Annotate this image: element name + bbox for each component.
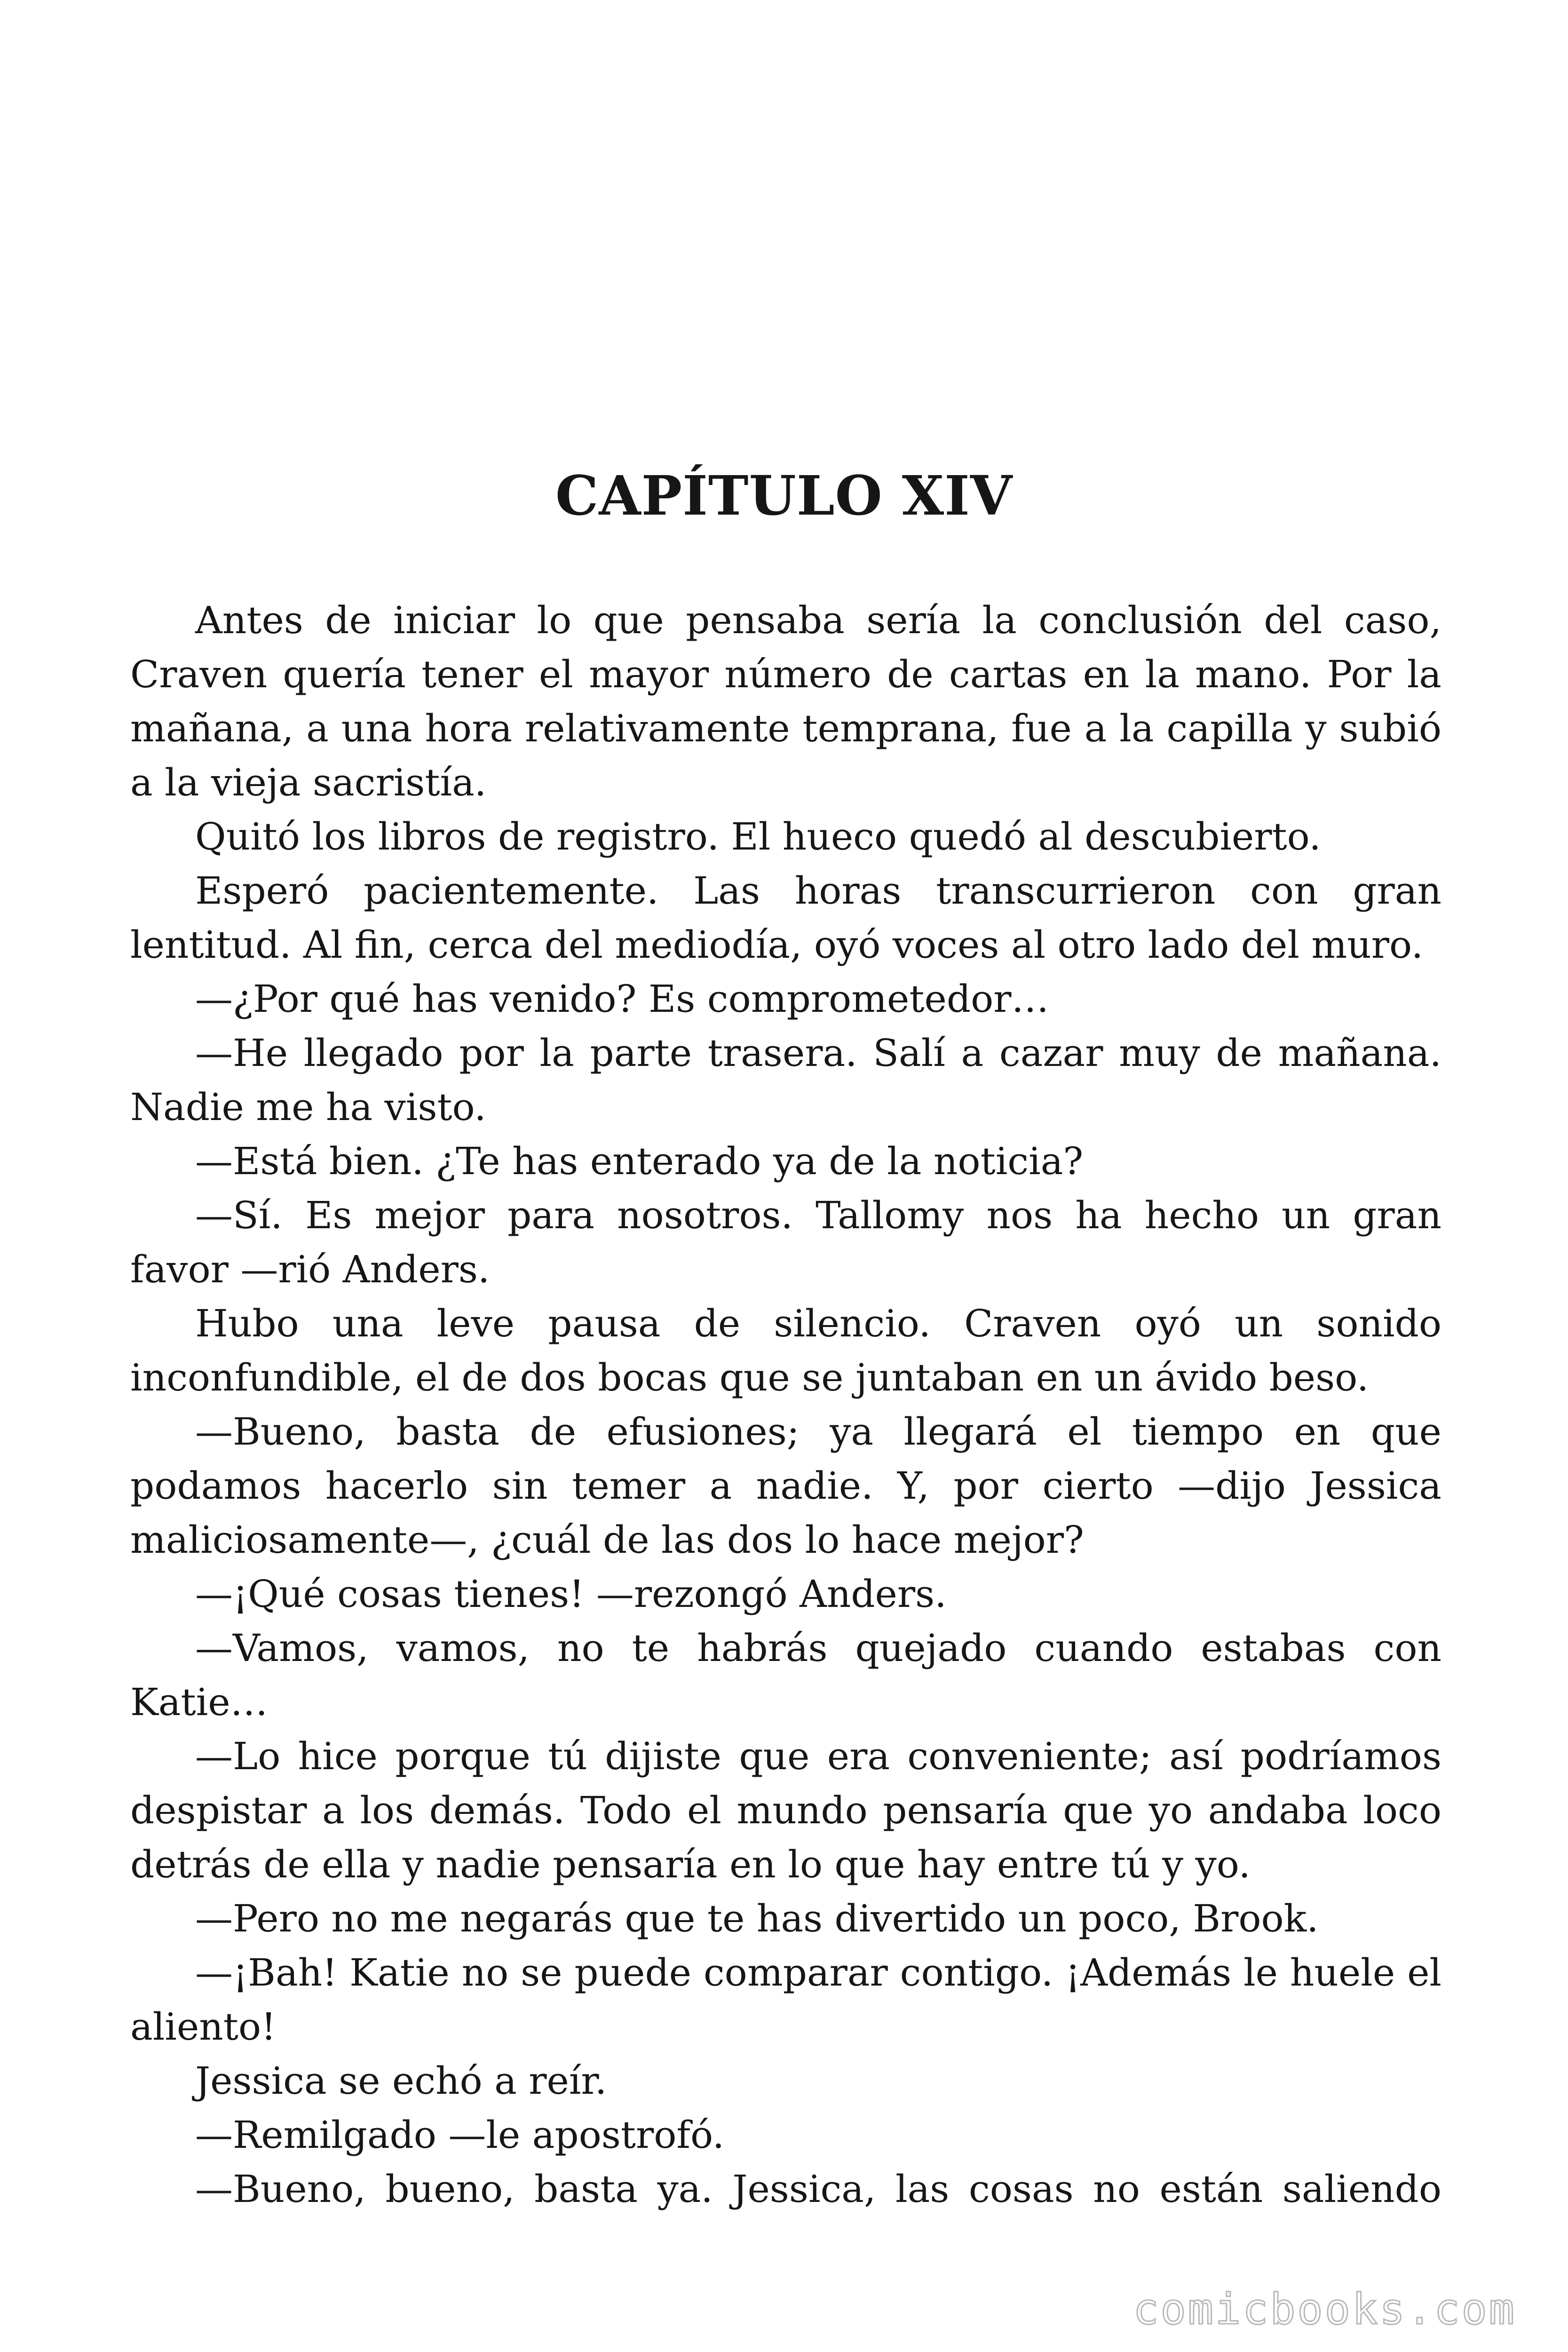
paragraph: —Lo hice porque tú dijiste que era conveniente; así podríamos despistar a los demás. Todo el mundo pensaría que yo andaba loco detrás de ella y nadie pensaría en lo que hay entre tú y yo. — [130, 1734, 1441, 1886]
paragraph: —Remilgado —le apostrofó. — [195, 2113, 725, 2157]
paragraph: —Bueno, basta de efusiones; ya llegará el tiempo en que podamos hacerlo sin temer a nadie. Y, por cierto —dijo Jessica maliciosamente—, ¿cuál de las dos lo hace mejor? — [130, 1410, 1441, 1562]
paragraph: Esperó pacientemente. Las horas transcurrieron con gran lentitud. Al fin, cerca del mediodía, oyó voces al otro lado del muro. — [130, 869, 1441, 967]
paragraph: Antes de iniciar lo que pensaba sería la conclusión del caso, Craven quería tener el mayor número de cartas en la mano. Por la mañana, a una hora relativamente temprana, fue a la capilla y subió a la vieja sacristía. — [130, 598, 1441, 804]
paragraph: —Bueno, bueno, basta ya. Jessica, las cosas no están saliendo — [195, 2167, 1441, 2211]
paragraph: —¿Por qué has venido? Es comprometedor… — [195, 977, 1049, 1021]
chapter-title: CAPÍTULO XIV — [555, 464, 1013, 528]
paragraph: —He llegado por la parte trasera. Salí a cazar muy de mañana. Nadie me ha visto. — [130, 1031, 1441, 1129]
paragraph: —Pero no me negarás que te has divertido un poco, Brook. — [195, 1897, 1319, 1940]
watermark: comicbooks.com — [1133, 2285, 1516, 2334]
body-text — [130, 593, 1441, 2216]
paragraph: Hubo una leve pausa de silencio. Craven oyó un sonido inconfundible, el de dos bocas que se juntaban en un ávido beso. — [130, 1302, 1441, 1399]
paragraph: —¡Qué cosas tienes! —rezongó Anders. — [195, 1572, 947, 1616]
paragraph: —¡Bah! Katie no se puede comparar contigo. ¡Además le huele el aliento! — [130, 1951, 1441, 2049]
paragraph: Quitó los libros de registro. El hueco quedó al descubierto. — [195, 815, 1321, 858]
paragraph: —Sí. Es mejor para nosotros. Tallomy nos ha hecho un gran favor —rió Anders. — [130, 1193, 1441, 1291]
paragraph: —Está bien. ¿Te has enterado ya de la noticia? — [195, 1139, 1084, 1183]
paragraph: —Vamos, vamos, no te habrás quejado cuando estabas con Katie… — [130, 1626, 1441, 1724]
paragraph: Jessica se echó a reír. — [195, 2059, 607, 2103]
